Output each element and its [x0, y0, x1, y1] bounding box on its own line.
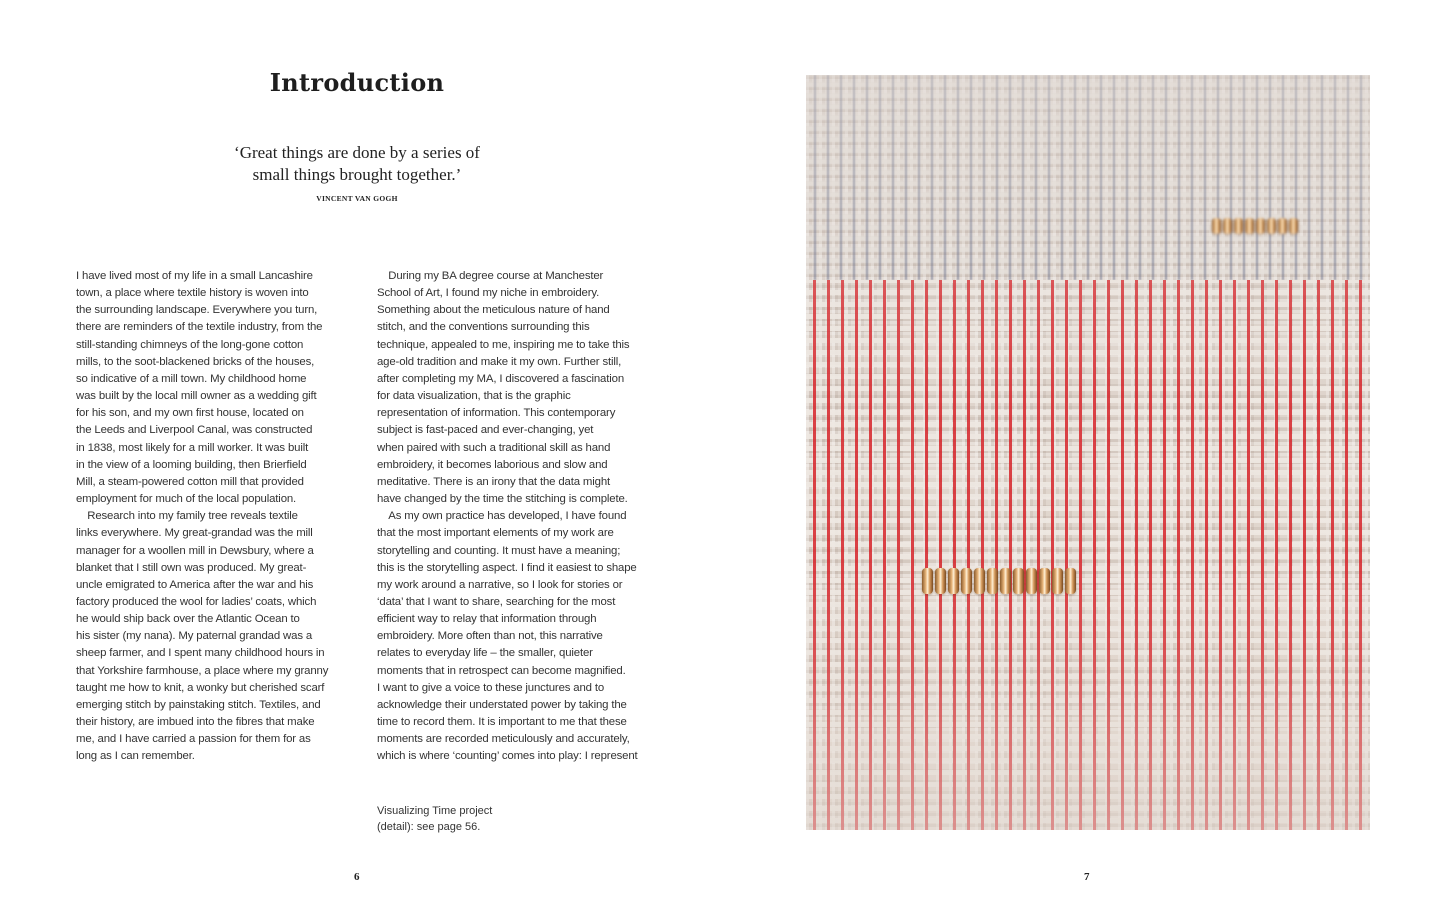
- embroidery-photo: [806, 75, 1370, 830]
- bead: [974, 568, 985, 594]
- bead: [1289, 218, 1298, 234]
- text-line: time to record them. It is important to me that these: [377, 716, 627, 729]
- text-line: uncle emigrated to America after the war and his: [76, 578, 314, 591]
- text-line: moments that in retrospect can become magnified.: [377, 664, 626, 677]
- text-line: factory produced the wool for ladies’ coats, which: [76, 595, 317, 608]
- text-line: employment for much of the local population.: [76, 493, 297, 506]
- text-line: in 1838, most likely for a mill worker. It was built: [76, 441, 309, 454]
- page-number-right: 7: [1084, 871, 1090, 883]
- depth-of-field-bottom: [806, 570, 1370, 830]
- epigraph-quote: [0, 142, 714, 186]
- bead: [922, 568, 933, 594]
- text-line: age-old tradition and make it my own. Further still,: [377, 355, 622, 368]
- bead: [1234, 218, 1243, 234]
- text-line: sheep farmer, and I spent many childhood hours in: [76, 647, 325, 660]
- bead: [1223, 218, 1232, 234]
- text-line: town, a place where textile history is woven into: [76, 287, 309, 300]
- bead: [1256, 218, 1265, 234]
- text-line: that Yorkshire farmhouse, a place where my granny: [76, 664, 329, 677]
- text-line: School of Art, I found my niche in embroidery.: [377, 287, 600, 300]
- text-line: taught me how to knit, a wonky but cherished scarf: [76, 681, 325, 694]
- bead: [1026, 568, 1037, 594]
- text-line: relates to everyday life – the smaller, quieter: [377, 647, 593, 660]
- bead: [935, 568, 946, 594]
- bead: [961, 568, 972, 594]
- body-column-left: [76, 268, 344, 766]
- bead: [1278, 218, 1287, 234]
- bead: [948, 568, 959, 594]
- text-line: there are reminders of the textile industry, from the: [76, 321, 323, 334]
- gold-bead-row-lower: [922, 568, 1076, 594]
- bead: [1065, 568, 1076, 594]
- text-line: still-standing chimneys of the long-gone cotton: [76, 338, 304, 351]
- image-caption: [377, 803, 577, 835]
- text-line: that the most important elements of my work are: [377, 527, 614, 540]
- text-line: his sister (my nana). My paternal grandad was a: [76, 630, 313, 643]
- text-line: me, and I have carried a passion for them for as: [76, 733, 311, 746]
- text-line: embroidery, it becomes laborious and slow and: [377, 458, 608, 471]
- text-line: the surrounding landscape. Everywhere you turn,: [76, 304, 318, 317]
- text-line: technique, appealed to me, inspiring me to take this: [377, 338, 630, 351]
- text-line: was built by the local mill owner as a wedding gift: [76, 390, 317, 403]
- text-line: I have lived most of my life in a small Lancashire: [76, 270, 313, 282]
- left-page: [0, 0, 722, 922]
- text-line: he would ship back over the Atlantic Ocean to: [76, 613, 300, 626]
- text-line: moments are recorded meticulously and accurately,: [377, 733, 630, 746]
- text-line: subject is fast-paced and ever-changing, yet: [377, 424, 594, 437]
- text-line: so indicative of a mill town. My childhood home: [76, 372, 307, 385]
- epigraph-attribution: VINCENT VAN GOGH: [316, 194, 398, 203]
- text-line: Mill, a steam-powered cotton mill that provided: [76, 475, 304, 488]
- text-line: stitch, and the conventions surrounding this: [377, 321, 590, 334]
- text-line: after completing my MA, I discovered a fascination: [377, 372, 625, 385]
- bead: [1052, 568, 1063, 594]
- bead: [1245, 218, 1254, 234]
- text-line: meditative. There is an irony that the data might: [377, 475, 611, 488]
- text-line: for his son, and my own first house, located on: [76, 407, 304, 420]
- text-line: mills, to the soot-blackened bricks of the houses,: [76, 355, 315, 368]
- text-line: acknowledge their understated power by taking the: [377, 698, 627, 711]
- epigraph-line-2: small things brought together.’: [252, 165, 462, 184]
- text-line: my work around a narrative, so I look for stories or: [377, 578, 623, 591]
- text-line: During my BA degree course at Manchester: [377, 270, 604, 282]
- caption-line-1: Visualizing Time project: [377, 805, 493, 817]
- text-line: ‘data’ that I want to share, searching for the most: [377, 595, 616, 608]
- bead: [1039, 568, 1050, 594]
- body-column-right: [377, 268, 649, 766]
- text-line: representation of information. This contemporary: [377, 407, 616, 420]
- page-title: Introduction: [269, 68, 445, 97]
- page-number-left: 6: [354, 871, 360, 883]
- text-line: the Leeds and Liverpool Canal, was constructed: [76, 424, 313, 437]
- bead: [1267, 218, 1276, 234]
- text-line: which is where ‘counting’ comes into play: I represent: [377, 750, 638, 763]
- text-line: manager for a woollen mill in Dewsbury, where a: [76, 544, 314, 557]
- epigraph-line-1: ‘Great things are done by a series of: [234, 143, 480, 162]
- text-line: long as I can remember.: [76, 750, 195, 763]
- text-line: when paired with such a traditional skill as hand: [377, 441, 611, 454]
- text-line: have changed by the time the stitching is complete.: [377, 493, 628, 506]
- bead: [987, 568, 998, 594]
- bead: [1013, 568, 1024, 594]
- text-line: I want to give a voice to these junctures and to: [377, 681, 605, 694]
- text-line: embroidery. More often than not, this narrative: [377, 630, 603, 643]
- text-line: emerging stitch by painstaking stitch. Textiles, and: [76, 698, 321, 711]
- bead: [1212, 218, 1221, 234]
- text-line: this is the storytelling aspect. I find it easiest to shape: [377, 561, 637, 574]
- text-line: links everywhere. My great-grandad was the mill: [76, 527, 313, 540]
- text-line: blanket that I still own was produced. My great-: [76, 561, 307, 574]
- text-line: Research into my family tree reveals textile: [76, 510, 298, 523]
- caption-line-2: (detail): see page 56.: [377, 821, 481, 833]
- text-line: Something about the meticulous nature of hand: [377, 304, 610, 317]
- depth-of-field-top: [806, 75, 1370, 395]
- text-line: storytelling and counting. It must have a meaning;: [377, 544, 621, 557]
- bead: [1000, 568, 1011, 594]
- text-line: their history, are imbued into the fibres that make: [76, 716, 315, 729]
- text-line: efficient way to relay that information through: [377, 613, 597, 626]
- text-line: As my own practice has developed, I have found: [377, 510, 627, 523]
- text-line: for data visualization, that is the graphic: [377, 390, 571, 403]
- right-page: [722, 0, 1445, 922]
- text-line: in the view of a looming building, then Brierfield: [76, 458, 307, 471]
- gold-bead-row-upper: [1212, 218, 1298, 234]
